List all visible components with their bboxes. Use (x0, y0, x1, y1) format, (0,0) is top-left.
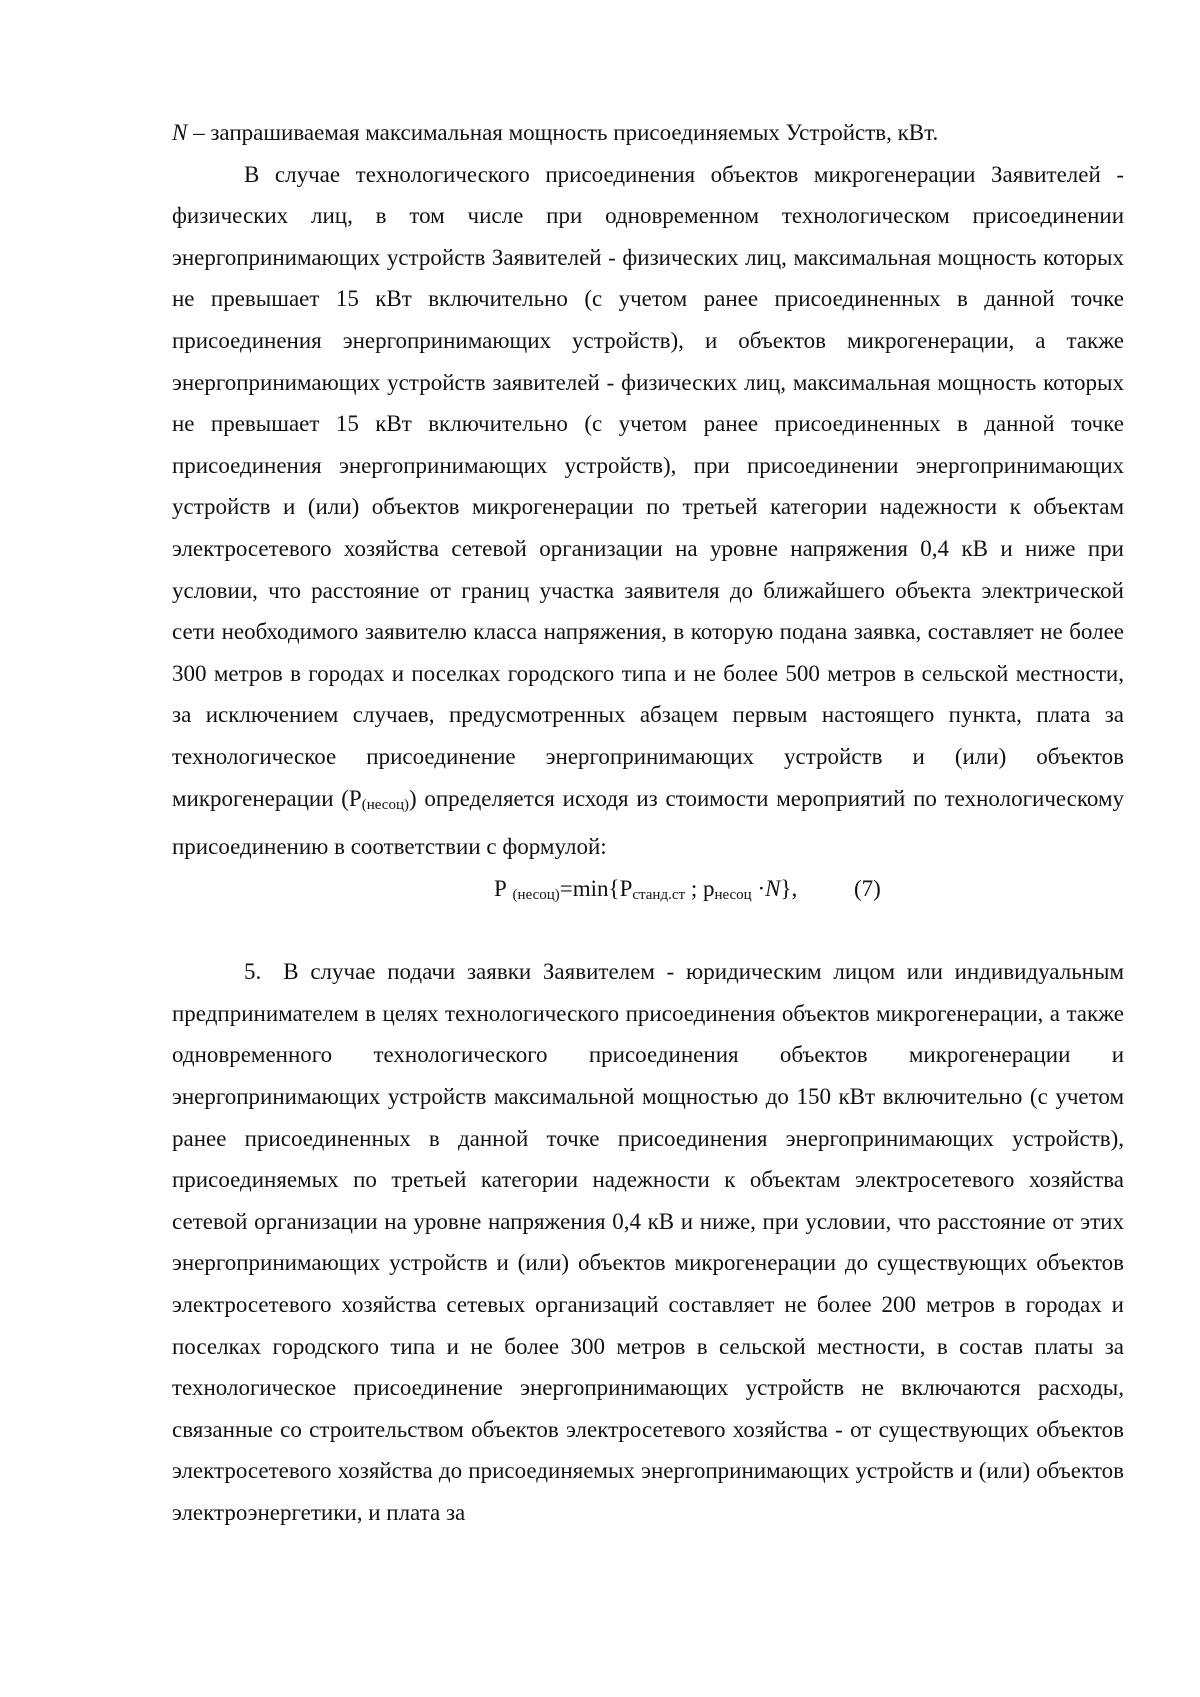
formula-standard-subscript: станд.ст (632, 886, 686, 903)
formula-close: }, (780, 875, 798, 901)
definition-text: – запрашиваемая максимальная мощность присоединяемых Устройств, кВт. (187, 120, 939, 145)
formula-row (172, 868, 1124, 910)
formula-n: N (765, 875, 781, 901)
formula-min: =min{Р (559, 875, 633, 901)
paragraph-5-text: В случае подачи заявки Заявителем - юридическим лицом или индивидуальным предпринимателем в целях технологического присоединения объектов микрогенерации, а также одновременного технологического присоединения объектов микрогенерации и энергопринимающих устройств максимальной мощностью до 150 кВт включительно (с учетом ранее присоединенных в данной точке присоединения энергопринимающих устройств), присоединяемых по третьей категории надежности к объектам электросетевого хозяйства сетевой организации на уровне напряжения 0,4 кВ и ниже, при условии, что расстояние от этих энергопринимающих устройств и (или) объектов микрогенерации до существующих объектов электросетевого хозяйства сетевых организаций составляет не более 200 метров в городах и поселках городского типа и не более 300 метров в сельской местности, в состав платы за технологическое присоединение энергопринимающих устройств не включаются расходы, связанные со строительством объектов электросетевого хозяйства - от существующих объектов электросетевого хозяйства до присоединяемых энергопринимающих устройств и (или) объектов электроэнергетики, и плата за (172, 959, 1124, 1525)
paragraph-1-subscript: (несоц) (361, 796, 409, 813)
formula-dot: · (751, 875, 766, 901)
formula-p-subscript: (несоц) (512, 886, 560, 903)
paragraph-1-text-start: В случае технологического присоединения объектов микрогенерации Заявителей - физических лиц, в том числе при одновременном технологическом присоединении энергопринимающих устройств Заявителей - физических лиц, максимальная мощность которых не превышает 15 кВт включительно (с учетом ранее присоединенных в данной точке присоединения энергопринимающих устройств), и объектов микрогенерации, а также энергопринимающих устройств заявителей - физических лиц, максимальная мощность которых не превышает 15 кВт включительно (с учетом ранее присоединенных в данной точке присоединения энергопринимающих устройств), при присоединении энергопринимающих устройств и (или) объектов микрогенерации по третьей категории надежности к объектам электросетевого хозяйства сетевой организации на уровне напряжения 0,4 кВ и ниже при условии, что расстояние от границ участка заявителя до ближайшего объекта электрической сети необходимого заявителю класса напряжения, в которую подана заявка, составляет не более 300 метров в городах и поселках городского типа и не более 500 метров в сельской местности, за исключением случаев, предусмотренных абзацем первым настоящего пункта, плата за технологическое присоединение энергопринимающих устройств и (или) объектов микрогенерации (Р (172, 161, 1124, 811)
document-page (172, 112, 1124, 1534)
formula-p: Р (494, 875, 513, 901)
paragraph-1-text-end: ) определяется исходя из стоимости мероприятий по технологическому присоединению в соответствии с формулой: (172, 785, 1124, 860)
paragraph-5-number: 5. (244, 959, 262, 985)
paragraph-5 (172, 951, 1124, 1533)
formula-nesoc-subscript: несоц (714, 886, 752, 903)
variable-n: N (172, 120, 188, 145)
definition-line (172, 112, 1124, 154)
formula-mid: ; р (685, 875, 715, 901)
formula-number: (7) (854, 875, 881, 901)
paragraph-microgeneration-individuals (172, 154, 1124, 868)
formula-7 (494, 868, 797, 917)
